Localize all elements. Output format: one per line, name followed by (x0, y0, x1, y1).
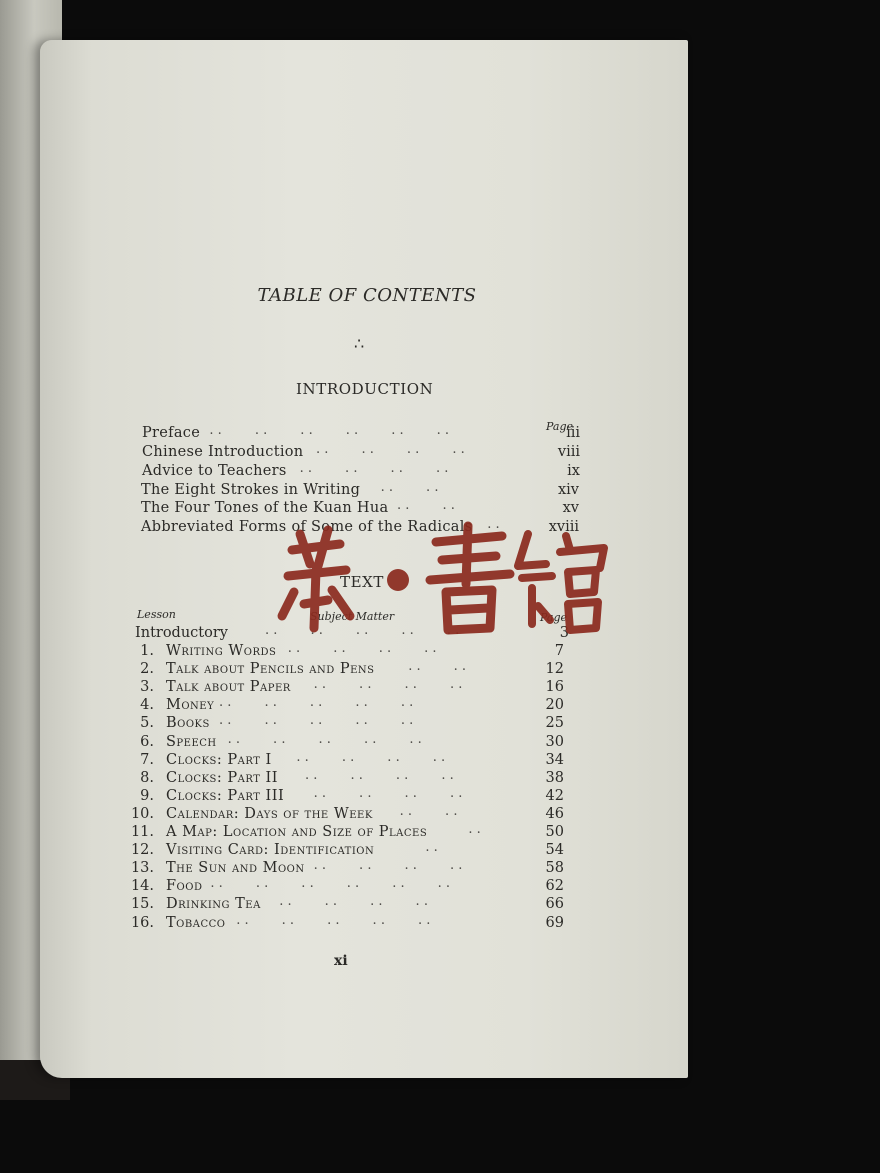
lesson-title: Clocks: Part I (166, 751, 272, 768)
lesson-entry (126, 914, 576, 932)
lesson-title: Writing Words (166, 643, 277, 659)
lesson-number: 4. (140, 697, 154, 714)
intro-entry-title: Chinese Introduction (142, 444, 304, 460)
lesson-number: 5. (140, 715, 154, 732)
dot-leader: . . . . . . . . . . . . (210, 876, 484, 892)
lesson-number: 13. (130, 860, 154, 877)
intro-entry-title: Abbreviated Forms of Some of the Radicals (141, 519, 473, 535)
lesson-page: 46 (545, 805, 564, 822)
lesson-page: 12 (545, 661, 564, 678)
intro-entry-page: iii (566, 425, 580, 441)
lesson-page: 42 (545, 787, 564, 804)
dot-leader: . . . . . . . . (296, 749, 479, 765)
lesson-page: 30 (545, 733, 564, 750)
dot-leader: . . . . . . . . (287, 641, 470, 656)
library-seal-watermark (270, 520, 610, 640)
lesson-number: 8. (140, 769, 154, 786)
dot-leader: . . . . (397, 498, 488, 513)
title-ornament: ∴ (354, 334, 365, 353)
dot-leader: . . . . (399, 803, 491, 819)
intro-entry-page: ix (567, 463, 580, 479)
text-heading: TEXT (340, 573, 385, 591)
lesson-entry (126, 642, 576, 660)
lesson-entry-page: 3 (559, 625, 569, 641)
lesson-title: Visiting Card: Identification (166, 842, 375, 859)
intro-entry-title: The Four Tones of the Kuan Hua (141, 500, 389, 516)
text-page-column-label: Page (540, 611, 568, 624)
lesson-entry-title: Introductory (135, 625, 228, 641)
lesson-number: 11. (130, 824, 154, 840)
lesson-page: 16 (545, 679, 564, 696)
dot-leader: . . . . . . . . . . (219, 713, 447, 729)
lesson-title: Money (166, 697, 215, 714)
intro-entry (141, 481, 581, 499)
lesson-title: Speech (166, 733, 217, 750)
lesson-page: 66 (545, 896, 564, 913)
dot-leader: . . . . . . . . . . (227, 731, 455, 747)
dot-leader: . . . . . . . . (299, 461, 482, 476)
dot-leader: . . (468, 822, 514, 837)
intro-entry (141, 499, 581, 517)
intro-entry-page: xiv (557, 482, 579, 498)
lesson-title: Clocks: Part II (166, 769, 278, 786)
lesson-page: 69 (545, 914, 564, 931)
intro-entry (142, 462, 582, 480)
intro-page-column-label: Page (546, 420, 574, 433)
dot-leader: . . . . . . . . (279, 894, 462, 910)
lesson-number: 10. (130, 805, 154, 822)
lesson-entry (126, 787, 576, 805)
lesson-title: The Sun and Moon (166, 860, 305, 877)
dot-leader: . . . . . . . . (313, 785, 496, 801)
lesson-page: 54 (545, 842, 564, 859)
page-folio: xi (334, 953, 348, 969)
dot-leader: . . (487, 517, 533, 532)
lesson-entry (126, 823, 576, 841)
lesson-number: 2. (140, 661, 154, 678)
dot-leader: . . . . . . . . (316, 442, 498, 457)
dot-leader: . . . . (408, 659, 500, 675)
lesson-title: A Map: Location and Size of Places (166, 824, 428, 840)
lesson-title: Talk about Paper (166, 679, 291, 696)
lesson-number: 16. (130, 914, 154, 931)
dot-leader: . . . . . . . . (313, 677, 496, 693)
dot-leader: . . . . . . . . . . (265, 623, 493, 638)
page-title: TABLE OF CONTENTS (257, 285, 477, 306)
lesson-number: 7. (140, 751, 154, 768)
intro-entry-title: Preface (142, 425, 201, 441)
introduction-heading: INTRODUCTION (296, 380, 434, 398)
lesson-title: Books (166, 715, 210, 732)
intro-entry-page: xviii (548, 519, 579, 535)
intro-entry-title: Advice to Teachers (142, 463, 287, 479)
lesson-page: 34 (545, 751, 564, 768)
lesson-number: 9. (140, 787, 154, 804)
lesson-title: Drinking Tea (166, 896, 261, 913)
lesson-page: 20 (545, 697, 564, 714)
dot-leader: . . . . . . . . . . (219, 695, 447, 711)
lesson-title: Clocks: Part III (166, 787, 285, 804)
lesson-title: Talk about Pencils and Pens (166, 661, 375, 678)
dot-leader: . . . . (380, 480, 472, 495)
lesson-number: 12. (130, 842, 154, 859)
dot-leader: . . . . . . . . . . (236, 912, 464, 928)
subject-column-label: Subject Matter (310, 610, 395, 623)
lesson-number: 3. (140, 679, 154, 696)
lesson-page: 58 (545, 860, 564, 877)
lesson-title: Tobacco (166, 914, 226, 931)
lesson-number: 6. (140, 733, 154, 750)
intro-entry (142, 424, 582, 442)
lesson-page: 50 (545, 824, 564, 840)
lesson-page: 25 (545, 715, 564, 732)
lesson-page: 38 (545, 769, 564, 786)
intro-entry (142, 443, 582, 461)
lesson-column-label: Lesson (137, 608, 176, 621)
lesson-number: 14. (130, 878, 154, 895)
lesson-page: 7 (554, 643, 564, 659)
lesson-number: 1. (140, 643, 154, 659)
dot-leader: . . . . . . . . . . . . (209, 423, 483, 438)
intro-entry-title: The Eight Strokes in Writing (141, 482, 361, 498)
dot-leader: . . . . . . . . (313, 858, 496, 874)
lesson-title: Calendar: Days of the Week (166, 805, 373, 822)
intro-entry-page: xv (562, 500, 579, 516)
lesson-page: 62 (545, 878, 564, 895)
dot-leader: . . . . . . . . (305, 767, 487, 783)
dot-leader: . . (425, 840, 471, 856)
lesson-number: 15. (130, 896, 154, 913)
lesson-title: Food (166, 878, 203, 895)
intro-entry-page: viii (557, 444, 580, 460)
